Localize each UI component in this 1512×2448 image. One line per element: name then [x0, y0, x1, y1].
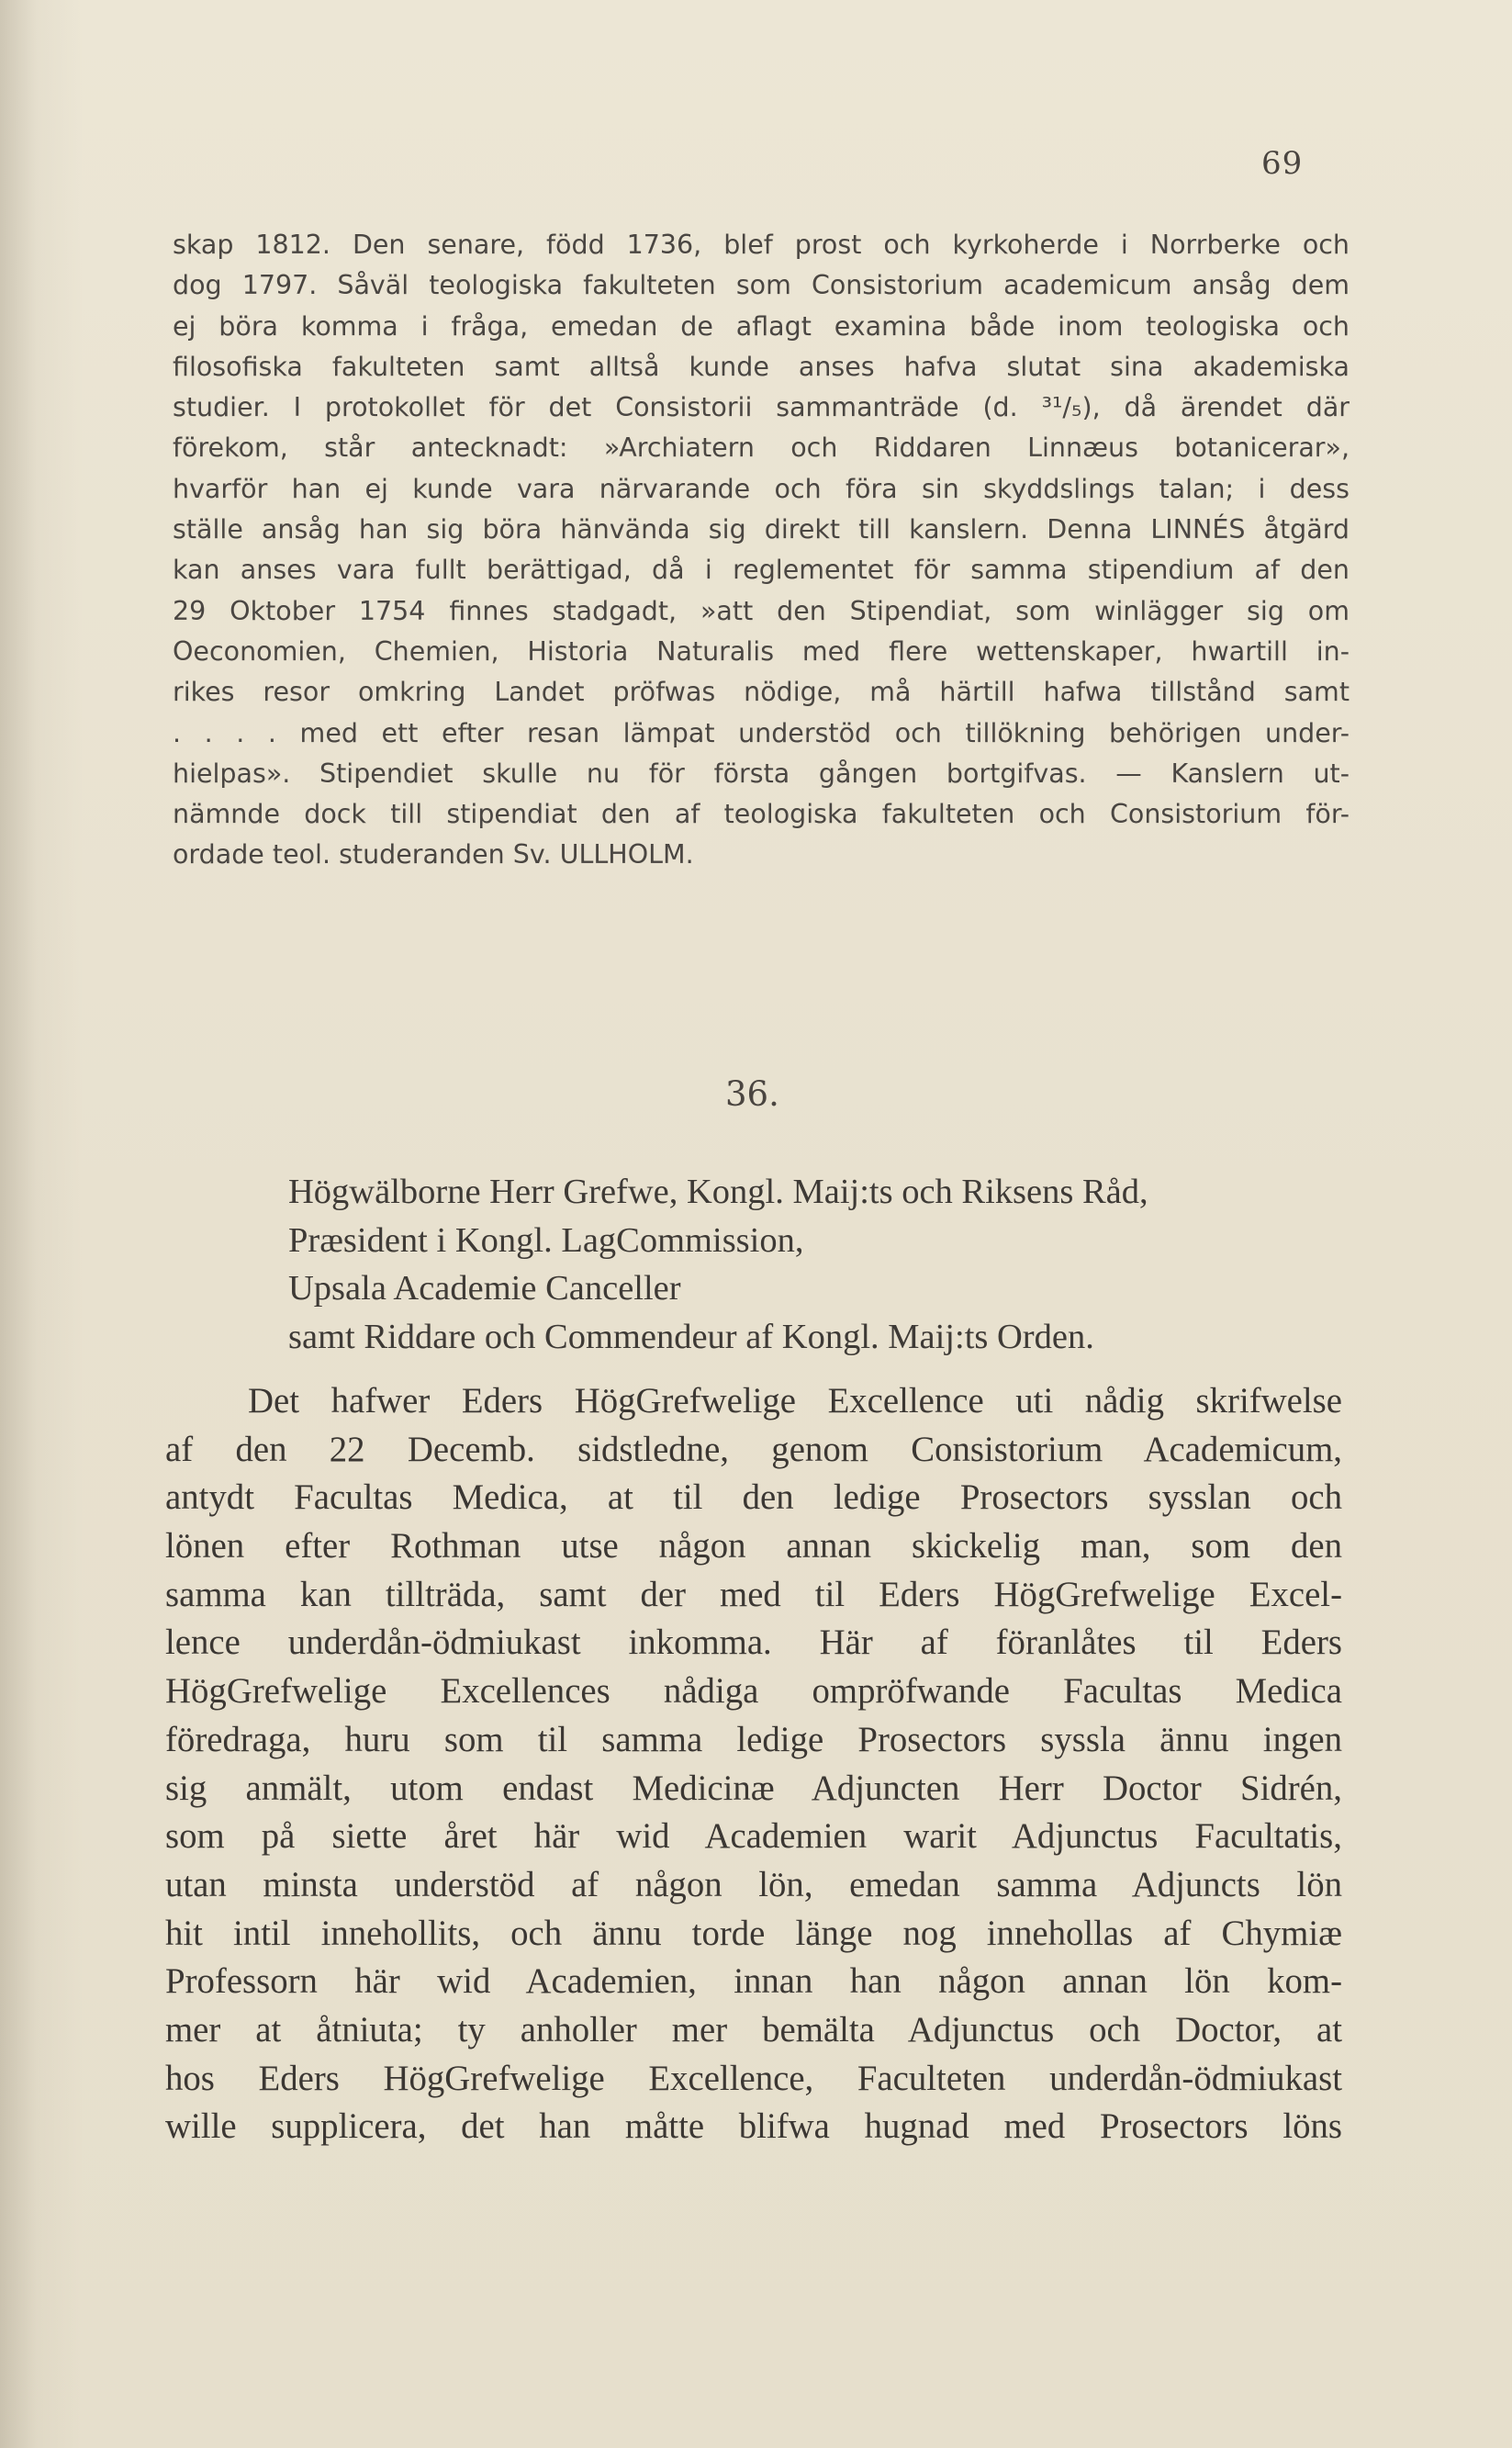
- paragraph-line: Oeconomien, Chemien, Historia Naturalis med flere wettenskaper, hwartill in-: [173, 635, 1350, 667]
- letter-line: hit intil innehollits, och ännu torde länge nog innehollas af Chymiæ: [165, 1913, 1342, 1953]
- paragraph-line: studier. I protokollet för det Consistorii sammanträde (d. ³¹/₅), då ärendet där: [173, 392, 1350, 423]
- letter-line: samma kan tillträda, samt der med til Eders HögGrefwelige Excel-: [165, 1574, 1342, 1614]
- letter-line: lönen efter Rothman utse någon annan skickelig man, som den: [165, 1526, 1342, 1566]
- letter-line: af den 22 Decemb. sidstledne, genom Consistorium Academicum,: [165, 1429, 1342, 1469]
- address-line: Præsident i Kongl. LagCommission,: [288, 1220, 804, 1260]
- paragraph-line: filosofiska fakulteten samt alltså kunde anses hafva slutat sina akademiska: [173, 351, 1350, 382]
- paragraph-line: dog 1797. Såväl teologiska fakulteten som Consistorium academicum ansåg dem: [173, 270, 1350, 301]
- letter-line: Det hafwer Eders HögGrefwelige Excellence uti nådig skrifwelse: [248, 1381, 1342, 1421]
- address-line: Högwälborne Herr Grefwe, Kongl. Maij:ts och Riksens Råd,: [288, 1173, 1148, 1211]
- paragraph-line: hielpas». Stipendiet skulle nu för första gången bortgifvas. — Kanslern ut-: [173, 758, 1350, 789]
- paragraph-line: nämnde dock till stipendiat den af teologiska fakulteten och Consistorium för-: [173, 799, 1350, 830]
- letter-line: lence underdån-ödmiukast inkomma. Här af föranlåtes til Eders: [165, 1623, 1342, 1663]
- letter-line: sig anmält, utom endast Medicinæ Adjuncten Herr Doctor Sidrén,: [165, 1768, 1342, 1808]
- paragraph-line: hvarför han ej kunde vara närvarande och föra sin skyddslings talan; i dess: [173, 473, 1350, 504]
- letter-line: wille supplicera, det han måtte blifwa hugnad med Prosectors löns: [165, 2106, 1342, 2147]
- paragraph-line: ställe ansåg han sig böra hänvända sig direkt till kanslern. Denna LINNÉS åtgärd: [173, 514, 1350, 545]
- section-number: 36.: [725, 1074, 779, 1114]
- paragraph-line: kan anses vara fullt berättigad, då i reglementet för samma stipendium af den: [173, 555, 1350, 586]
- letter-line: antydt Facultas Medica, at til den ledige Prosectors sysslan och: [165, 1477, 1342, 1518]
- letter-address: [288, 1168, 1353, 1361]
- address-line: Upsala Academie Canceller: [288, 1269, 681, 1308]
- letter-line: Professorn här wid Academien, innan han någon annan lön kom-: [165, 1961, 1342, 2002]
- letter-line: HögGrefwelige Excellences nådiga ompröfwande Facultas Medica: [165, 1671, 1342, 1712]
- letter-line: utan minsta understöd af någon lön, emedan samma Adjuncts lön: [165, 1864, 1342, 1904]
- letter-line: som på siette året här wid Academien warit Adjunctus Facultatis,: [165, 1816, 1342, 1857]
- page-number: 69: [1261, 145, 1304, 182]
- paragraph-line: förekom, står antecknadt: »Archiatern och Riddaren Linnæus botanicerar»,: [173, 432, 1350, 464]
- letter-line: mer at åtniuta; ty anholler mer bemälta Adjunctus och Doctor, at: [165, 2009, 1342, 2049]
- paragraph-line: ordade teol. studeranden Sv. ULLHOLM.: [173, 839, 694, 870]
- footnote-paragraph: [173, 225, 1350, 876]
- paragraph-line: skap 1812. Den senare, född 1736, blef prost och kyrkoherde i Norrberke och: [173, 230, 1350, 260]
- address-line: samt Riddare och Commendeur af Kongl. Maij:ts Orden.: [288, 1317, 1094, 1356]
- letter-line: hos Eders HögGrefwelige Excellence, Faculteten underdån-ödmiukast: [165, 2058, 1342, 2098]
- letter-body: [165, 1377, 1342, 2151]
- paragraph-line: . . . . med ett efter resan lämpat understöd och tillökning behörigen under-: [173, 717, 1350, 748]
- paragraph-line: rikes resor omkring Landet pröfwas nödige, må härtill hafwa tillstånd samt: [173, 677, 1350, 708]
- paragraph-line: 29 Oktober 1754 finnes stadgadt, »att den Stipendiat, som winlägger sig om: [173, 595, 1350, 626]
- paragraph-line: ej böra komma i fråga, emedan de aflagt examina både inom teologiska och: [173, 310, 1350, 342]
- letter-line: föredraga, huru som til samma ledige Prosectors syssla ännu ingen: [165, 1719, 1342, 1759]
